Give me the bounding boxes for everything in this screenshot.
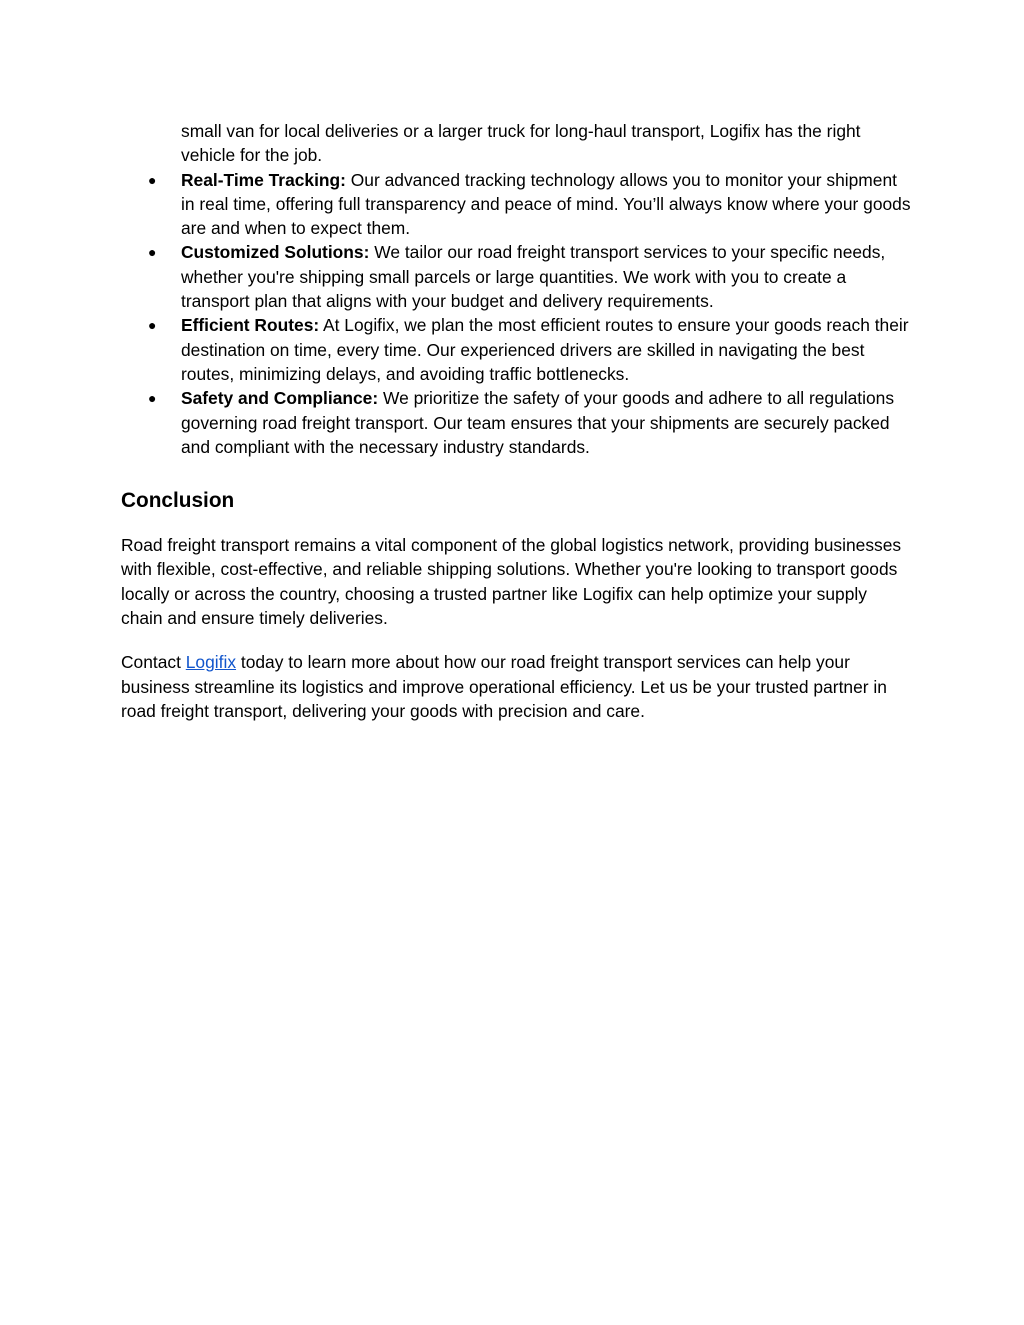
conclusion-paragraph: Road freight transport remains a vital component of the global logistics network, providing businesses with flexible, cost-effective, and reliable shipping solutions. Whether you're looking to transport goods locally or across the country, choosing a trusted partner like Logifix can help optimize your supply chain and ensure timely deliveries. bbox=[121, 535, 902, 629]
bullet-icon: ● bbox=[148, 171, 157, 188]
bullet-icon: ● bbox=[148, 317, 157, 334]
feature-list bbox=[121, 119, 911, 459]
list-item-text: We prioritize the safety of your goods and adhere to all regulations governing road freight transport. Our team ensures that your shipments are securely packed and compliant with the necessary industry standards. bbox=[181, 388, 895, 457]
list-item-title: Customized Solutions: bbox=[181, 242, 370, 263]
bullet-icon: ● bbox=[148, 244, 157, 261]
list-item-continued bbox=[121, 119, 911, 168]
list-item-real-time-tracking bbox=[121, 168, 911, 241]
bullet-icon: ● bbox=[148, 390, 157, 407]
conclusion-heading: Conclusion bbox=[121, 489, 235, 513]
list-item-safety-and-compliance bbox=[121, 386, 911, 459]
list-item-text: We tailor our road freight transport services to your specific needs, whether you're shipping small parcels or large quantities. We work with you to create a transport plan that aligns with your budget and delivery requirements. bbox=[181, 242, 886, 312]
list-item-title: Safety and Compliance: bbox=[181, 388, 379, 409]
continued-text: small van for local deliveries or a larger truck for long-haul transport, Logifix has the right vehicle for the job. bbox=[181, 121, 861, 166]
logifix-link[interactable]: Logifix bbox=[185, 652, 237, 673]
list-item-text: Our advanced tracking technology allows you to monitor your shipment in real time, offering full transparency and peace of mind. You’ll always know where your goods are and when to expect them. bbox=[181, 169, 911, 239]
contact-suffix: today to learn more about how our road freight transport services can help your business streamline its logistics and improve operational efficiency. Let us be your trusted partner in road freight transport, delivering your goods with precision and care. bbox=[121, 652, 887, 721]
list-item-title: Real-Time Tracking: bbox=[181, 169, 346, 190]
list-item-title: Efficient Routes: bbox=[181, 315, 320, 336]
contact-prefix: Contact bbox=[121, 652, 186, 673]
list-item-customized-solutions bbox=[121, 240, 911, 313]
list-item-efficient-routes bbox=[121, 313, 911, 386]
document-content bbox=[121, 119, 911, 723]
contact-paragraph bbox=[121, 650, 911, 723]
list-item-text: At Logifix, we plan the most efficient routes to ensure your goods reach their destination on time, every time. Our experienced drivers are skilled in navigating the best routes, minimizing delays, and avoiding traffic bottlenecks. bbox=[181, 315, 909, 384]
